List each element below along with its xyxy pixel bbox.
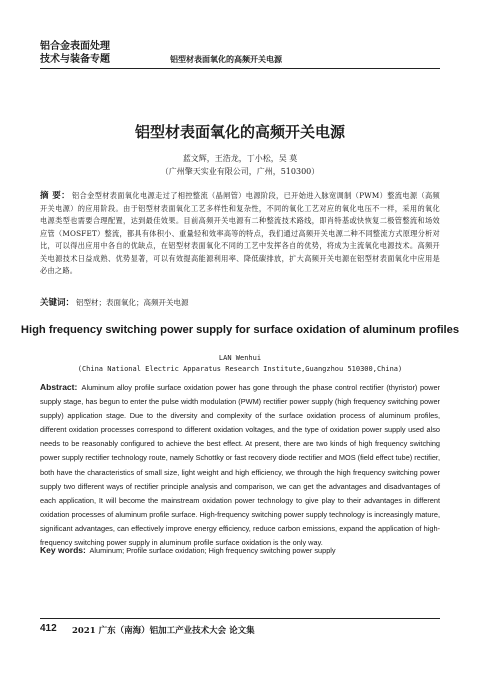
- keywords-en-label: Key words:: [40, 545, 86, 555]
- keywords-en: [40, 544, 440, 557]
- abstract-zh: [40, 190, 440, 278]
- header-divider: [40, 68, 440, 69]
- authors-zh: 蓝文辉，王浩龙，丁小松，吴 莫: [182, 154, 298, 163]
- section-label-line2: 技术与装备专题: [40, 54, 110, 65]
- keywords-en-text: Aluminum; Profile surface oxidation; High frequency switching power supply: [89, 546, 336, 555]
- author-en: LAN Wenhui: [218, 354, 262, 362]
- running-title: 铝型材表面氧化的高频开关电源: [170, 55, 282, 64]
- footer-divider: [40, 618, 440, 619]
- paper-title-en: High frequency switching power supply for surface oxidation of aluminum profiles: [20, 324, 460, 336]
- abstract-zh-text: 铝合金型材表面氧化电源走过了相控整流（晶闸管）电源阶段，已开始进入脉宽调制（PWM）整流电源（高频开关电源）的应用阶段。由于铝型材表面氧化工艺多样性和复杂性，不同的氧化工艺对应的氧化电压不一样，采用的氧化电源类型也需要合理配置，达到最佳效果。目前高频开关电源有二种整流技术路线，即肖特基或快恢复二极管整流和场效应管（MOSFET）整流，都具有体积小、重量轻和效率高等的特点，我们通过高频开关电源二种不同整流方式原理分析对比，可以得出应用中各自的优缺点，在铝型材表面氧化不同的工艺中发挥各自的优势，将成为主流氧化电源技术。高频开关电源技术日益成熟、优势显著，可以有效提高能源利用率、降低碳排放，扩大高频开关电源在铝型材表面氧化中应用是必由之路。: [40, 191, 440, 275]
- abstract-en: [40, 380, 440, 550]
- section-label: [40, 40, 110, 66]
- paper-title-zh: 铝型材表面氧化的高频开关电源: [134, 123, 345, 141]
- keywords-zh: [40, 297, 440, 309]
- abstract-zh-label: 摘 要：: [40, 191, 70, 201]
- affiliation-en: (China National Electric Apparatus Research Institute,Guangzhou 510300,China): [77, 365, 403, 373]
- page-number: 412: [40, 623, 57, 634]
- abstract-en-label: Abstract:: [40, 382, 78, 392]
- proceedings-title: 2021 广东（南海）铝加工产业技术大会 论文集: [72, 626, 255, 636]
- keywords-zh-label: 关键词：: [40, 298, 75, 308]
- section-label-line1: 铝合金表面处理: [40, 41, 110, 52]
- affiliation-zh: （广州擎天实业有限公司，广州，510300）: [160, 167, 320, 176]
- keywords-zh-text: 铝型材；表面氧化；高频开关电源: [76, 298, 189, 307]
- abstract-en-text: Aluminum alloy profile surface oxidation power has gone through the phase control rectifier (thyristor) power supply stage, has begun to enter the pulse width modulation (PWM) rectifier power supply (high frequency switching power supply) application stage. Due to the diversity and complexity of the surface oxidation process of aluminum profiles, different oxidation processes correspond to different oxidation voltages, and the type of oxidation power supply used also needs to be reasonably configured to achieve the best effect. At present, there are two kinds of high frequency switching power supply rectifier technology route, namely Schottky or fast recovery diode rectifier and MOS (field effect tube) rectifier, both have the characteristics of small size, light weight and high efficiency, we through the high frequency switching power supply two different ways of rectifier principle analysis and comparison, we can get the advantages and disadvantages of each application, It will become the mainstream oxidation power technology to give play to their advantages in different oxidation processes of aluminum profile surface. High-frequency switching power supply technology is increasingly mature, significant advantages, can effectively improve energy efficiency, reduce carbon emissions, expand the application of high-frequency switching power supply in aluminum profile surface oxidation is the only way.: [40, 383, 440, 548]
